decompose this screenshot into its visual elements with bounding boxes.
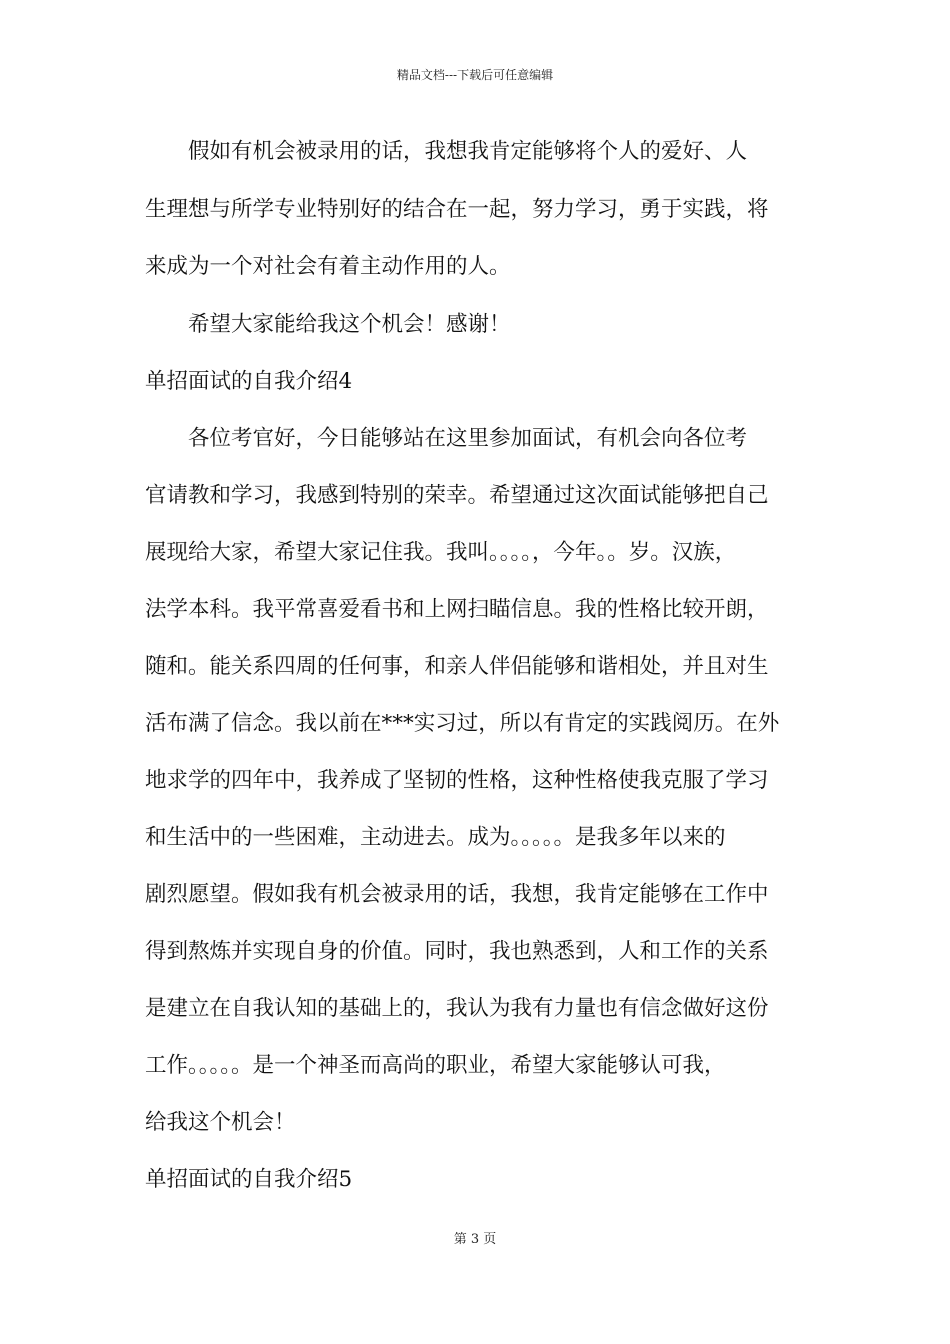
- text-line: 地求学的四年中，我养成了坚韧的性格，这种性格使我克服了学习: [145, 768, 769, 793]
- text-line: 和生活中的一些困难，主动进去。成为。。。。。是我多年以来的: [145, 825, 726, 850]
- text-line: 是建立在自我认知的基础上的，我认为我有力量也有信念做好这份: [145, 996, 769, 1021]
- text-line: 各位考官好，今日能够站在这里参加面试，有机会向各位考: [145, 426, 748, 451]
- text-line: 给我这个机会！: [145, 1110, 296, 1135]
- text-line: 得到熬炼并实现自身的价值。同时，我也熟悉到，人和工作的关系: [145, 939, 769, 964]
- text-line: 来成为一个对社会有着主动作用的人。: [145, 254, 511, 279]
- text-line: 希望大家能给我这个机会！感谢！: [145, 312, 511, 337]
- text-line: 假如有机会被录用的话，我想我肯定能够将个人的爱好、人: [145, 139, 748, 164]
- text-line: 法学本科。我平常喜爱看书和上网扫瞄信息。我的性格比较开朗，: [145, 597, 769, 622]
- text-line: 展现给大家，希望大家记住我。我叫。。。。，今年。。岁。汉族，: [145, 540, 737, 565]
- section-heading: 单招面试的自我介绍5: [145, 1167, 353, 1192]
- page-number: 第 3 页: [453, 1232, 497, 1247]
- text-line: 官请教和学习，我感到特别的荣幸。希望通过这次面试能够把自己: [145, 483, 769, 508]
- text-line: 随和。能关系四周的任何事，和亲人伴侣能够和谐相处，并且对生: [145, 654, 769, 679]
- text-line: 活布满了信念。我以前在***实习过，所以有肯定的实践阅历。在外: [145, 711, 780, 736]
- section-heading: 单招面试的自我介绍4: [145, 369, 353, 394]
- text-line: 工作。。。。。是一个神圣而高尚的职业，希望大家能够认可我，: [145, 1053, 726, 1078]
- page-header: 精品文档---下载后可任意编辑: [396, 68, 554, 82]
- text-line: 剧烈愿望。假如我有机会被录用的话，我想，我肯定能够在工作中: [145, 882, 769, 907]
- text-line: 生理想与所学专业特别好的结合在一起，努力学习，勇于实践，将: [145, 197, 769, 222]
